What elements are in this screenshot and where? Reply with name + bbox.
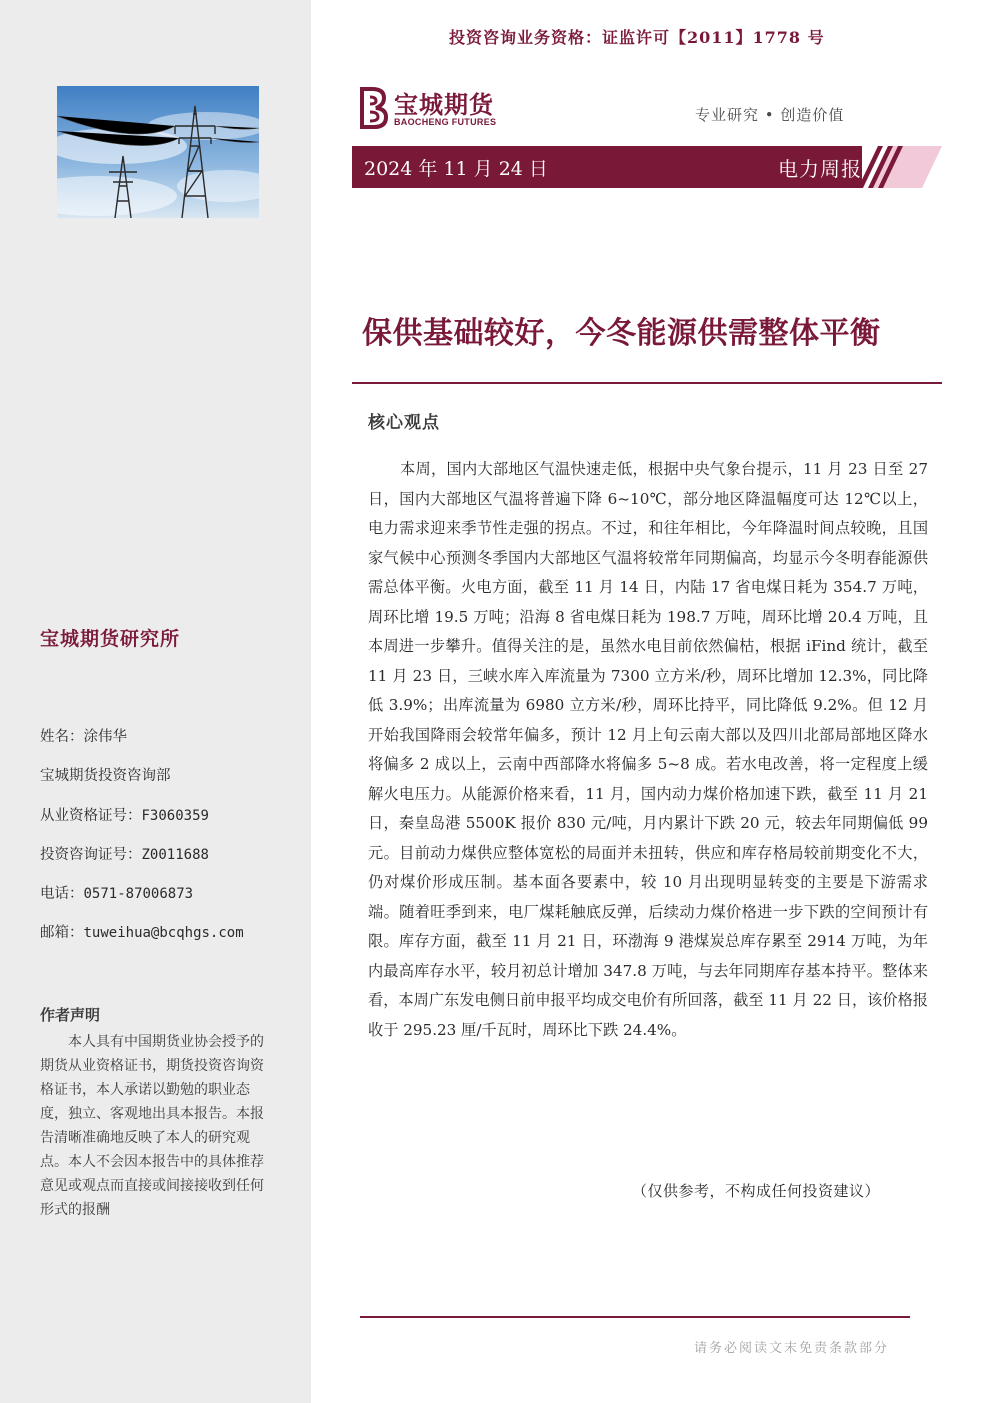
power-tower-image [57, 86, 259, 218]
slogan: 专业研究 • 创造价值 [695, 106, 845, 124]
logo-name: 宝城期货 [394, 91, 494, 119]
sidebar [0, 0, 311, 1403]
section-title: 核心观点 [368, 413, 440, 433]
contact-value: F3060359 [141, 808, 209, 824]
contact-email-link[interactable]: tuweihua@bcqhgs.com [83, 925, 244, 941]
contact-email [40, 921, 244, 942]
banner-stripes-decoration [858, 146, 942, 188]
contact-name [40, 725, 127, 746]
contact-phone [40, 882, 193, 903]
contact-value: 宝城期货投资咨询部 [40, 768, 171, 784]
contact-label: 从业资格证号： [40, 808, 142, 824]
logo-name-en: BAOCHENG FUTURES [394, 117, 497, 127]
core-view-body: 本周，国内大部地区气温快速走低，根据中央气象台提示，11 月 23 日至 27 日，国内大部地区气温将普遍下降 6~10℃，部分地区降温幅度可达 12℃以上，电力需求迎来季节性走强的拐点。不过，和往年相比，今年降温时间点较晚，且国家气候中心预测冬季国内大部地区气温将较常年同期偏高，均显示今冬明春能源供需总体平衡。火电方面，截至 11 月 14 日，内陆 17 省电煤日耗为 354.7 万吨，周环比增 19.5 万吨；沿海 8 省电煤日耗为 198.7 万吨，周环比增 20.4 万吨，且本周进一步攀升。值得关注的是，虽然水电目前依然偏枯，根据 iFind 统计，截至 11 月 23 日，三峡水库入库流量为 7300 立方米/秒，周环比增加 12.3%，同比降低 3.9%；出库流量为 6980 立方米/秒，周环比持平，同比降低 9.2%。但 12 月开始我国降雨会较常年偏多，预计 12 月上旬云南大部以及四川北部局部地区降水将偏多 2 成以上，云南中西部降水将偏多 5~8 成。若水电改善，将一定程度上缓解火电压力。从能源价格来看，11 月，国内动力煤价格加速下跌，截至 11 月 21 日，秦皇岛港 5500K 报价 830 元/吨，月内累计下跌 20 元，较去年同期偏低 99 元。目前动力煤供应整体宽松的局面并未扭转，供应和库存格局较前期变化不大，仍对煤价形成压制。基本面各要素中，较 10 月出现明显转变的主要是下游需求端。随着旺季到来，电厂煤耗触底反弹，后续动力煤价格进一步下跌的空间预计有限。库存方面，截至 11 月 21 日，环渤海 9 港煤炭总库存累至 2914 万吨，为年内最高库存水平，较月初总计增加 347.8 万吨，与去年同期库存基本持平。整体来看，本周广东发电侧日前申报平均成交电价有所回落，截至 11 月 22 日，该价格报收于 295.23 厘/千瓦时，周环比下跌 24.4%。 [368, 460, 928, 1039]
contact-label: 投资咨询证号： [40, 847, 142, 863]
title-banner [352, 146, 862, 188]
report-date: 2024 年 11 月 24 日 [364, 158, 548, 180]
divider [352, 382, 942, 384]
contact-qualification-id [40, 804, 209, 825]
contact-department [40, 764, 171, 785]
institute-name: 宝城期货研究所 [40, 628, 181, 650]
contact-label: 姓名： [40, 729, 84, 745]
logo-mark-icon [356, 85, 392, 131]
cover-photo [57, 86, 259, 218]
report-type: 电力周报 [778, 157, 862, 181]
qualification-line: 投资咨询业务资格：证监许可【2011】1778 号 [449, 28, 825, 47]
report-headline: 保供基础较好，今冬能源供需整体平衡 [362, 316, 881, 351]
contact-label: 邮箱： [40, 925, 84, 941]
contact-label: 电话： [40, 886, 84, 902]
contact-value: 0571-87006873 [83, 886, 194, 902]
footer-divider [360, 1316, 910, 1318]
contact-value: 涂伟华 [83, 729, 127, 745]
contact-value: Z0011688 [141, 847, 209, 863]
declaration-body: 本人具有中国期货业协会授予的期货从业资格证书，期货投资咨询资格证书，本人承诺以勤勉的职业态度，独立、客观地出具本报告。本报告清晰准确地反映了本人的研究观点。本人不会因本报告中的具体推荐意见或观点而直接或间接接收到任何形式的报酬 [40, 1034, 264, 1218]
company-logo [356, 83, 526, 133]
disclaimer: （仅供参考，不构成任何投资建议） [632, 1182, 881, 1200]
declaration-title: 作者声明 [40, 1006, 101, 1024]
footer-note: 请务必阅读文末免责条款部分 [694, 1341, 890, 1356]
contact-advisory-id [40, 843, 209, 864]
